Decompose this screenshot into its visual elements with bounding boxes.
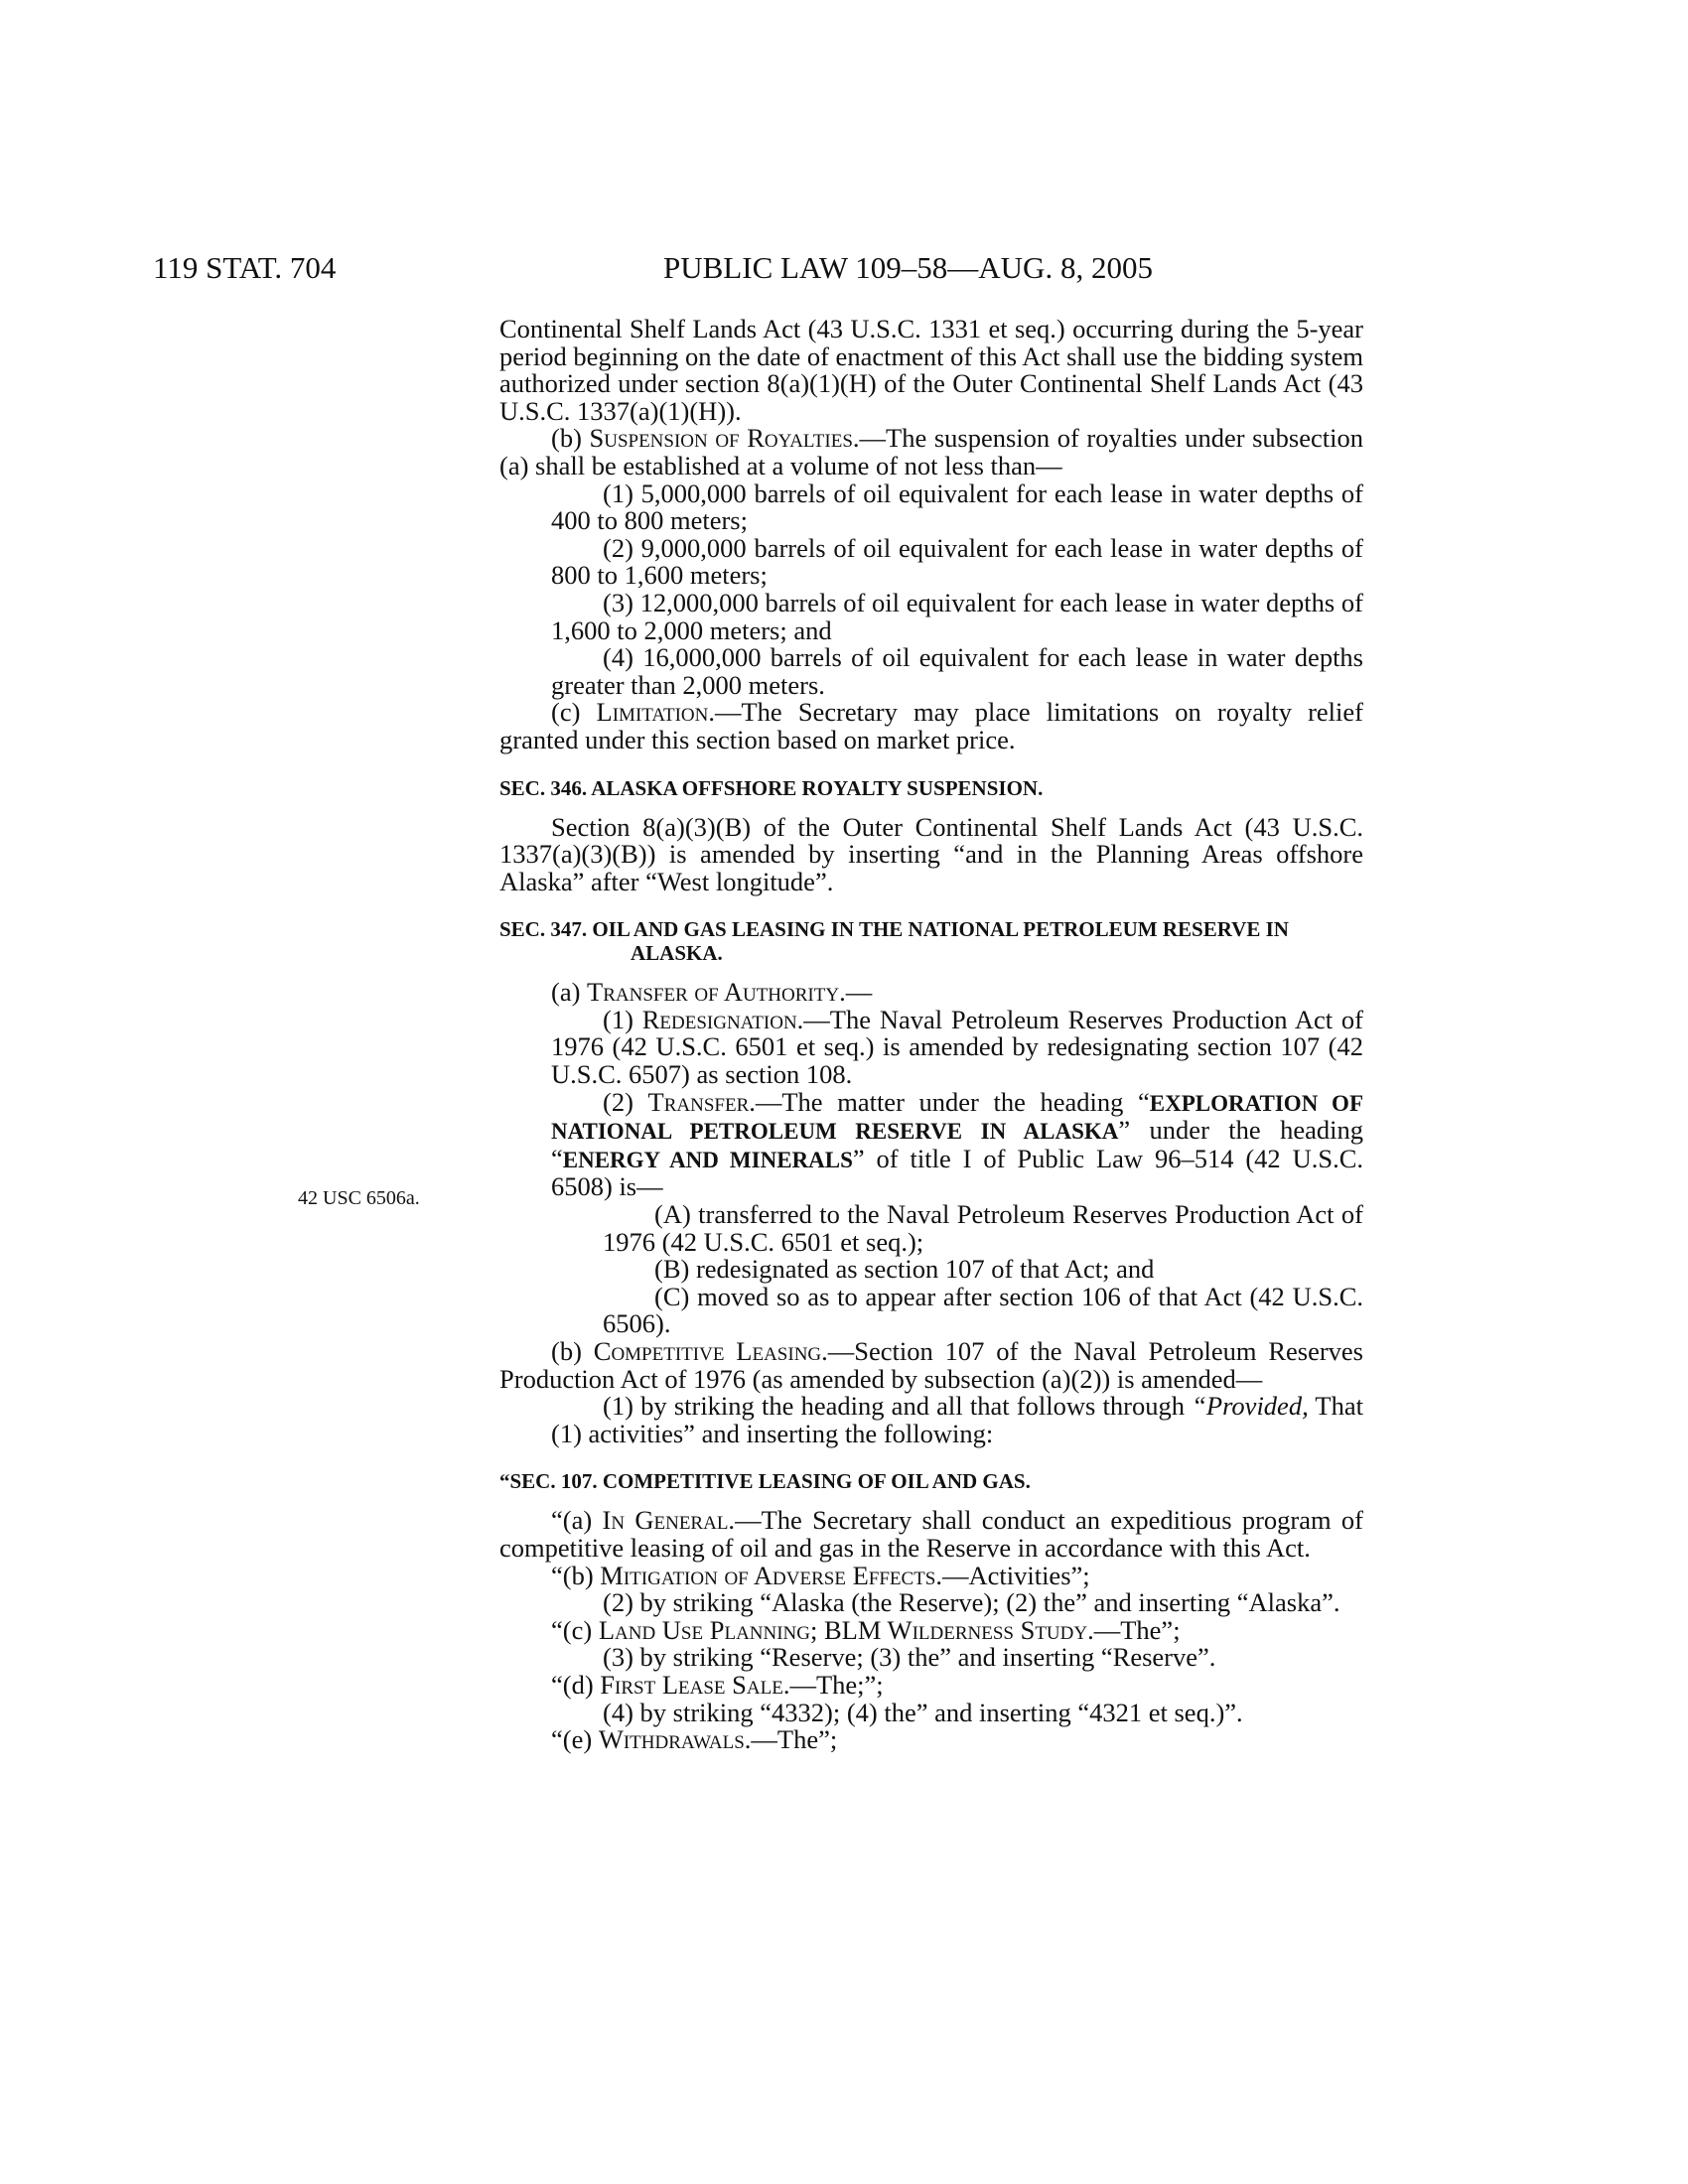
heading-in-general: In General. (602, 1505, 736, 1536)
quoted-paragraph-b: “(b) Mitigation of Adverse Effects.—Activities”; (551, 1560, 1090, 1590)
paragraph-a: (a) Transfer of Authority.— (551, 977, 873, 1008)
heading-redesignation: Redesignation. (641, 1004, 804, 1034)
striking-4: (4) by striking “4332); (4) the” and inserting “4321 et seq.)”. (603, 1697, 1243, 1727)
paragraph-intro: Continental Shelf Lands Act (43 U.S.C. 1331 et seq.) occurring during the 5-year period beginning on the date of enactment of this Act shall use the bidding system authorized under section 8(a)(1)(H) of the Outer Continental Shelf Lands Act (43 U.S.C. 1337(a)(1)(H)). (499, 314, 1363, 426)
quoted-paragraph-a: “(a) In General.—The Secretary shall conduct an expeditious program of competitive leasing of oil and gas in the Reserve in accordance with this Act. (499, 1505, 1363, 1563)
paragraph-a2: (2) Transfer.—The matter under the heading “EXPLORATION OF NATIONAL PETROLEUM RESERVE IN ALASKA” under the heading “ENERGY AND MINERALS” of title I of Public Law 96–514 (42 U.S.C. 6508) is— (551, 1086, 1363, 1202)
paragraph-b2: (2) 9,000,000 barrels of oil equivalent for each lease in water depths of 800 to 1,600 meters; (551, 532, 1363, 591)
heading-competitive-leasing: Competitive Leasing. (593, 1336, 828, 1366)
paragraph-bb1: (1) by striking the heading and all that follows through “Provided, That (1) activities” and inserting the following: (551, 1391, 1363, 1448)
heading-suspension-of-royalties: Suspension of Royalties. (589, 423, 860, 454)
section-346-text: Section 8(a)(3)(B) of the Outer Continental Shelf Lands Act (43 U.S.C. 1337(a)(3)(B)) is amended by inserting “and in the Planning Areas offshore Alaska” after “West longitude”. (499, 811, 1363, 896)
section-346-heading: SEC. 346. ALASKA OFFSHORE ROYALTY SUSPENSION. (499, 775, 1044, 800)
paragraph-c: (c) Limitation.—The Secretary may place limitations on royalty relief granted under this section based on market price. (499, 697, 1363, 754)
quoted-paragraph-d: “(d) First Lease Sale.—The;”; (551, 1669, 884, 1700)
heading-land-use-planning: Land Use Planning; BLM Wilderness Study. (598, 1614, 1094, 1645)
paragraph-a2B: (B) redesignated as section 107 of that Act; and (654, 1254, 1155, 1285)
striking-3: (3) by striking “Reserve; (3) the” and inserting “Reserve”. (603, 1642, 1216, 1673)
quoted-paragraph-c: “(c) Land Use Planning; BLM Wilderness Study.—The”; (551, 1614, 1181, 1645)
margin-note: 42 USC 6506a. (298, 1187, 420, 1209)
statute-page-number: 119 STAT. 704 (153, 250, 337, 285)
paragraph-b3: (3) 12,000,000 barrels of oil equivalent for each lease in water depths of 1,600 to 2,000 meters; and (551, 587, 1363, 645)
heading-limitation: Limitation. (596, 697, 715, 728)
heading-first-lease-sale: First Lease Sale. (600, 1669, 790, 1700)
paragraph-b4: (4) 16,000,000 barrels of oil equivalent for each lease in water depths greater than 2,000 meters. (551, 642, 1363, 700)
striking-2: (2) by striking “Alaska (the Reserve); (2) the” and inserting “Alaska”. (603, 1587, 1340, 1618)
section-347-heading: SEC. 347. OIL AND GAS LEASING IN THE NATIONAL PETROLEUM RESERVE IN ALASKA. (499, 917, 1289, 966)
document-body (499, 316, 1363, 1754)
heading-mitigation: Mitigation of Adverse Effects. (600, 1560, 942, 1590)
paragraph-a2C: (C) moved so as to appear after section 106 of that Act (42 U.S.C. 6506). (603, 1281, 1363, 1339)
paragraph-a1: (1) Redesignation.—The Naval Petroleum Reserves Production Act of 1976 (42 U.S.C. 6501 et seq.) is amended by redesignating section 107 (42 U.S.C. 6507) as section 108. (551, 1004, 1363, 1090)
heading-transfer-of-authority: Transfer of Authority. (587, 977, 846, 1008)
section-107-heading: “SEC. 107. COMPETITIVE LEASING OF OIL AND GAS. (499, 1469, 1031, 1494)
paragraph-b1: (1) 5,000,000 barrels of oil equivalent for each lease in water depths of 400 to 800 meters; (551, 478, 1363, 536)
paragraph-b: (b) Suspension of Royalties.—The suspension of royalties under subsection (a) shall be established at a volume of not less than— (499, 423, 1363, 480)
running-header: PUBLIC LAW 109–58—AUG. 8, 2005 (663, 250, 1153, 285)
heading-transfer: Transfer. (647, 1086, 756, 1117)
heading-withdrawals: Withdrawals. (598, 1724, 752, 1755)
quoted-paragraph-e: “(e) Withdrawals.—The”; (551, 1724, 838, 1755)
paragraph-a2A: (A) transferred to the Naval Petroleum Reserves Production Act of 1976 (42 U.S.C. 6501 et seq.); (603, 1199, 1363, 1257)
paragraph-bb: (b) Competitive Leasing.—Section 107 of the Naval Petroleum Reserves Production Act of 1976 (as amended by subsection (a)(2)) is amended— (499, 1336, 1363, 1394)
